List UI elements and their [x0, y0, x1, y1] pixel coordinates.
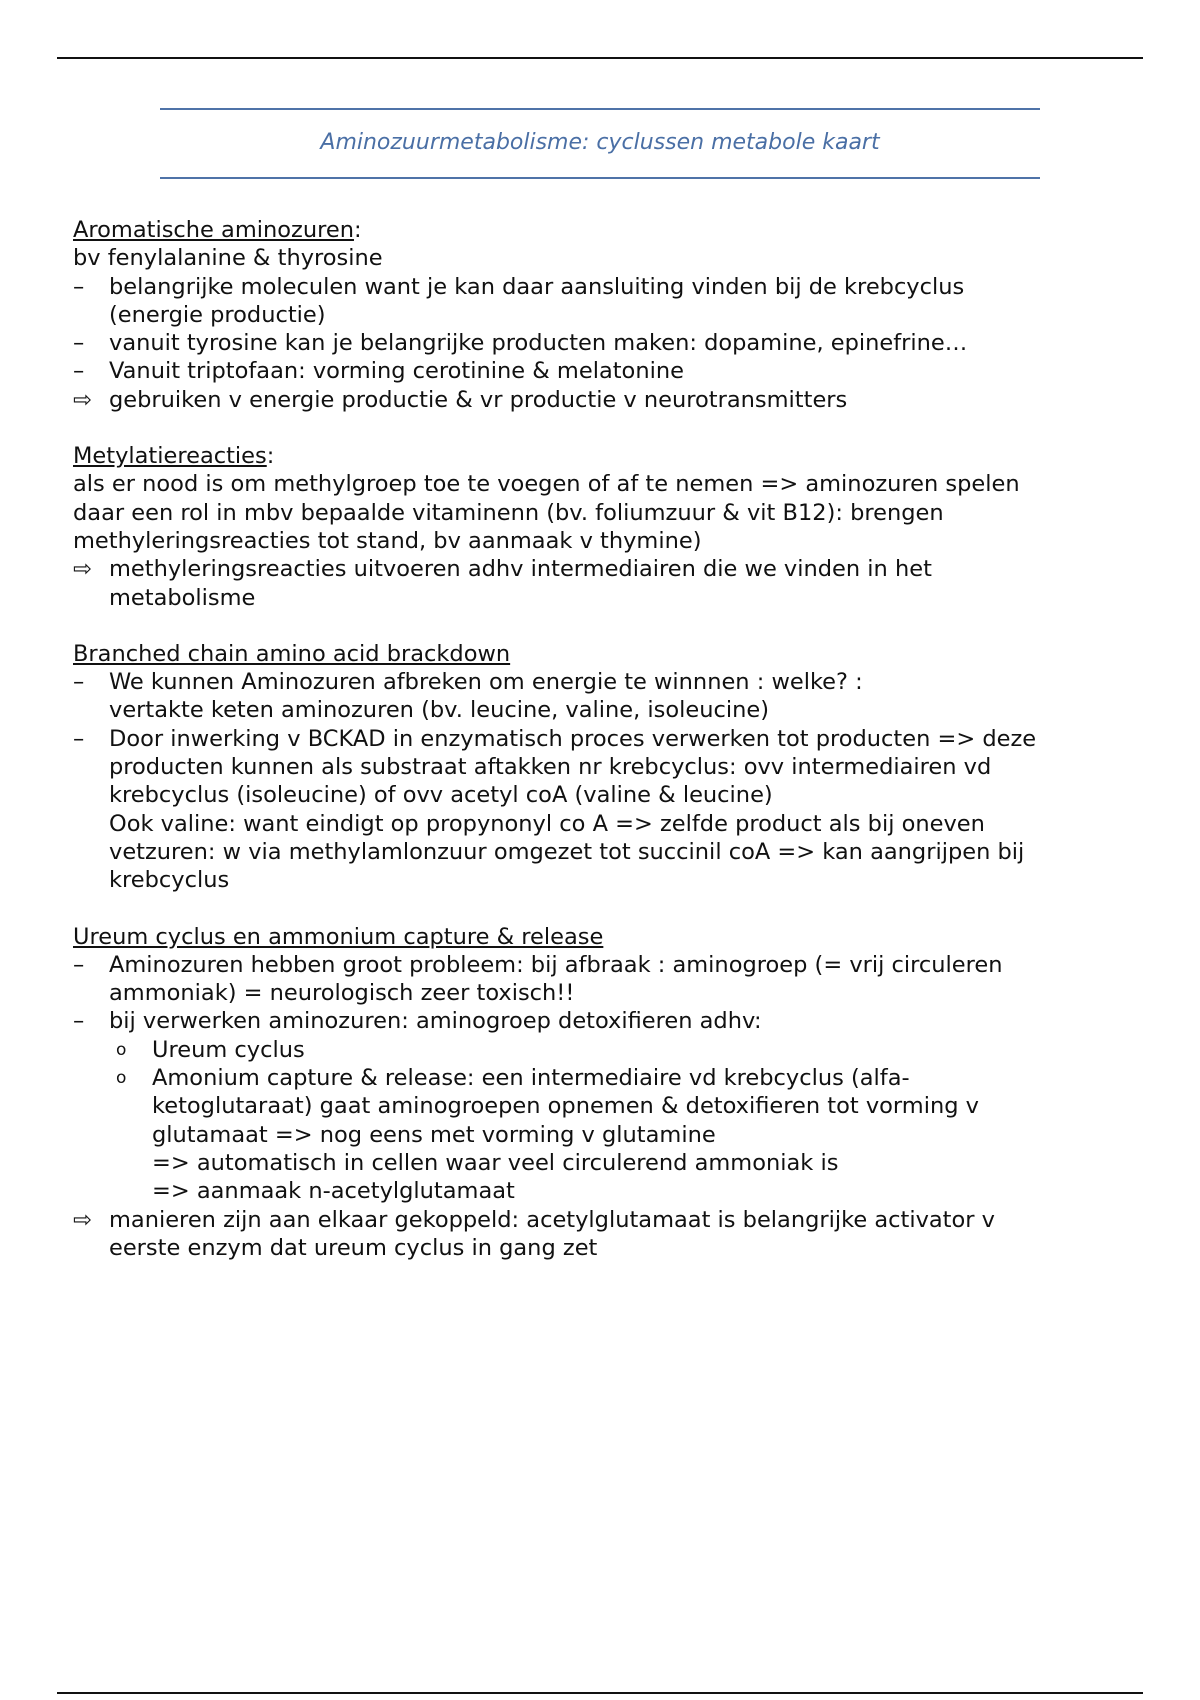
list-item [73, 329, 1133, 357]
document-body [73, 216, 1133, 1290]
section-intro-line: als er nood is om methylgroep toe te voegen of af te nemen => aminozuren spelen [73, 471, 1020, 498]
list-item-line: vanuit tyrosine kan je belangrijke producten maken: dopamine, epinefrine… [109, 330, 968, 357]
list-item-line: ketoglutaraat) gaat aminogroepen opnemen & detoxifieren tot vorming v [152, 1093, 979, 1120]
list-item [73, 357, 1133, 385]
list-item-line: krebcyclus (isoleucine) of ovv acetyl coA (valine & leucine) [109, 782, 773, 809]
section-intro-line: methyleringsreacties tot stand, bv aanmaak v thymine) [73, 527, 702, 554]
dash-bullet-icon: – [73, 725, 85, 752]
section-heading-line [73, 923, 1133, 951]
page-bottom-rule [57, 1692, 1143, 1694]
section-heading: Branched chain amino acid brackdown [73, 640, 511, 667]
list-item-line: manieren zijn aan elkaar gekoppeld: acetylglutamaat is belangrijke activator v [109, 1206, 995, 1233]
dash-bullet-icon: – [73, 1008, 85, 1035]
dash-bullet-icon: – [73, 669, 85, 696]
section [73, 216, 1133, 414]
title-top-rule [160, 108, 1040, 110]
section-heading-suffix: : [353, 217, 362, 243]
section-heading-line [73, 442, 1133, 470]
dash-bullet-icon: – [73, 358, 85, 385]
list-item-line: vetzuren: w via methylamlonzuur omgezet tot succinil coA => kan aangrijpen bij [109, 838, 1025, 865]
list-item-line: ammoniak) = neurologisch zeer toxisch!! [109, 980, 575, 1007]
section [73, 640, 1133, 895]
circle-bullet-icon: o [116, 1039, 127, 1060]
circle-bullet-icon: o [116, 1068, 127, 1089]
document-title-block [160, 108, 1040, 180]
title-bottom-rule [160, 177, 1040, 179]
list-item [73, 386, 1133, 414]
list-item-line: eerste enzym dat ureum cyclus in gang zet [109, 1234, 598, 1261]
section [73, 442, 1133, 612]
list-item-line: bij verwerken aminozuren: aminogroep detoxifieren adhv: [109, 1008, 762, 1035]
list-item-line: We kunnen Aminozuren afbreken om energie te winnnen : welke? : [109, 669, 863, 696]
section-intro-line: bv fenylalanine & thyrosine [73, 245, 383, 272]
page-top-rule [57, 57, 1143, 59]
document-title: Aminozuurmetabolisme: cyclussen metabole kaart [320, 130, 880, 155]
sub-list-item [73, 1064, 1133, 1205]
list-item [73, 1206, 1133, 1263]
list-item-line: Door inwerking v BCKAD in enzymatisch proces verwerken tot producten => deze [109, 725, 1037, 752]
list-item-line: glutamaat => nog eens met vorming v glutamine [152, 1121, 716, 1148]
list-item [73, 1007, 1133, 1035]
list-item [73, 725, 1133, 895]
section-heading: Metylatiereacties [73, 443, 267, 470]
list-item-line: (energie productie) [109, 301, 326, 328]
list-item-line: Ook valine: want eindigt op propynonyl co A => zelfde product als bij oneven [109, 810, 985, 837]
list-item-line: producten kunnen als substraat aftakken nr krebcyclus: ovv intermediairen vd [109, 754, 992, 781]
sub-list-item [73, 1036, 1133, 1064]
section-heading-line [73, 216, 1133, 244]
arrow-bullet-icon: ⇨ [73, 1206, 92, 1233]
list-item-line: belangrijke moleculen want je kan daar aansluiting vinden bij de krebcyclus [109, 273, 965, 300]
dash-bullet-icon: – [73, 951, 85, 978]
dash-bullet-icon: – [73, 330, 85, 357]
section [73, 923, 1133, 1263]
list-item-line: Ureum cyclus [152, 1036, 305, 1063]
section-heading: Ureum cyclus en ammonium capture & release [73, 923, 604, 950]
section-heading: Aromatische aminozuren [73, 217, 354, 243]
list-item-line: metabolisme [109, 584, 256, 611]
list-item-line: Vanuit triptofaan: vorming cerotinine & melatonine [109, 358, 684, 385]
section-intro-line: daar een rol in mbv bepaalde vitaminenn (bv. foliumzuur & vit B12): brengen [73, 499, 944, 526]
dash-bullet-icon: – [73, 273, 85, 300]
list-item-line: => automatisch in cellen waar veel circulerend ammoniak is [152, 1149, 839, 1176]
list-item-line: Amonium capture & release: een intermediaire vd krebcyclus (alfa- [152, 1065, 910, 1092]
list-item-line: gebruiken v energie productie & vr productie v neurotransmitters [109, 386, 848, 413]
list-item-line: krebcyclus [109, 867, 230, 894]
arrow-bullet-icon: ⇨ [73, 386, 92, 413]
section-heading-suffix: : [266, 443, 275, 470]
list-item [73, 273, 1133, 330]
list-item [73, 668, 1133, 725]
arrow-bullet-icon: ⇨ [73, 556, 92, 583]
list-item [73, 555, 1133, 612]
list-item-line: vertakte keten aminozuren (bv. leucine, valine, isoleucine) [109, 697, 770, 724]
list-item [73, 951, 1133, 1008]
list-item-line: => aanmaak n-acetylglutamaat [152, 1178, 515, 1205]
section-heading-line [73, 640, 1133, 668]
list-item-line: Aminozuren hebben groot probleem: bij afbraak : aminogroep (= vrij circuleren [109, 951, 1003, 978]
list-item-line: methyleringsreacties uitvoeren adhv intermediairen die we vinden in het [109, 556, 932, 583]
